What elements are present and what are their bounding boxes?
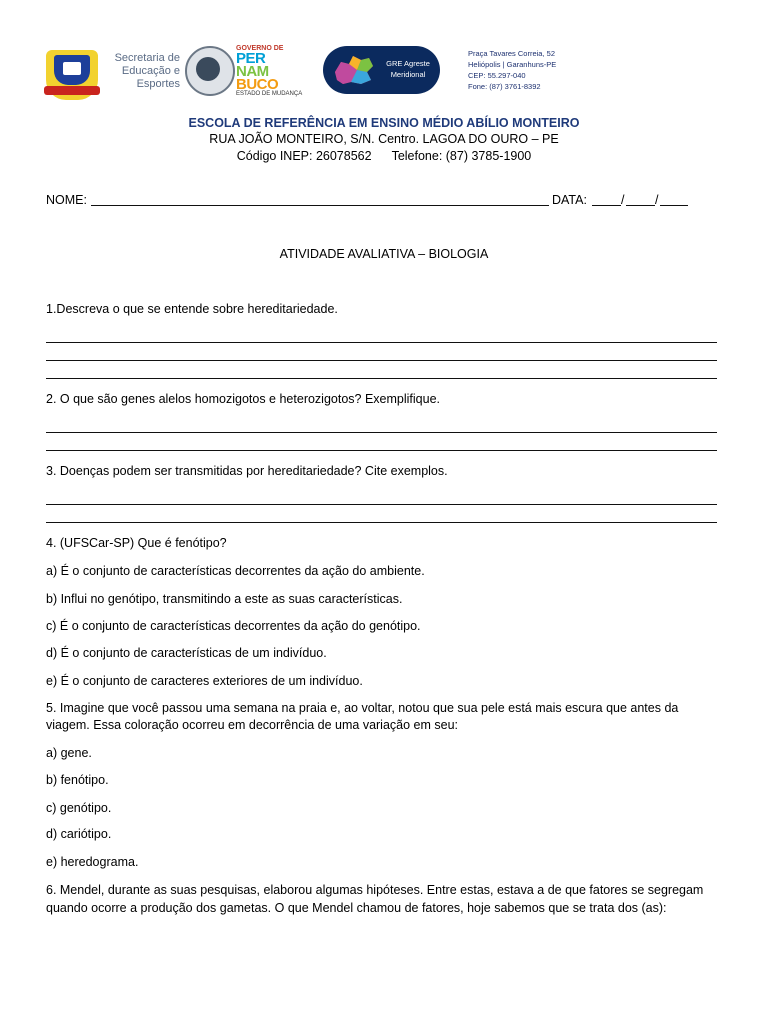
answer-line[interactable] — [46, 522, 717, 523]
q5-option-b[interactable]: b) fenótipo. — [46, 773, 109, 787]
school-address: RUA JOÃO MONTEIRO, S/N. Centro. LAGOA DO OURO – PE — [209, 132, 559, 146]
answer-line[interactable] — [46, 360, 717, 361]
q5-option-c[interactable]: c) genótipo. — [46, 801, 112, 815]
name-label: NOME: — [46, 193, 87, 207]
name-field[interactable] — [91, 205, 549, 206]
date-year-field[interactable] — [660, 205, 688, 206]
school-codes — [0, 149, 768, 164]
answer-line[interactable] — [46, 504, 717, 505]
pernambuco-logo-line-2: NAM — [236, 63, 269, 80]
date-separator-2: / — [655, 193, 659, 207]
regional-address: Praça Tavares Correia, 52 Heliópolis | Garanhuns-PE CEP: 55.297-040 Fone: (87) 3761-8392 — [468, 49, 557, 91]
governo-label: GOVERNO DE — [236, 45, 284, 52]
pernambuco-logo-line-1: PER — [236, 50, 266, 67]
q4-option-c[interactable]: c) É o conjunto de características decorrentes da ação do genótipo. — [46, 619, 421, 633]
question-5-line-2: viagem. Essa coloração ocorreu em decorrência de uma variação em seu: — [46, 718, 459, 732]
question-6-line-1: 6. Mendel, durante as suas pesquisas, elaborou algumas hipóteses. Entre estas, estava a de que fatores se segregam — [46, 883, 704, 897]
governo-tagline: ESTADO DE MUDANÇA — [236, 91, 303, 97]
q4-option-b[interactable]: b) Influi no genótipo, transmitindo a este as suas características. — [46, 592, 403, 606]
q5-option-a[interactable]: a) gene. — [46, 746, 92, 760]
answer-line[interactable] — [46, 432, 717, 433]
inep-code: Código INEP: 26078562 — [236, 149, 372, 163]
gre-badge-label: GRE Agreste Meridional — [386, 59, 430, 79]
state-seal-center — [196, 57, 220, 81]
q5-option-d[interactable]: d) cariótipo. — [46, 827, 112, 841]
q4-option-e[interactable]: e) É o conjunto de caracteres exteriores de um indivíduo. — [46, 674, 363, 688]
date-day-field[interactable] — [592, 205, 621, 206]
date-month-field[interactable] — [626, 205, 655, 206]
answer-line[interactable] — [46, 450, 717, 451]
q4-option-a[interactable]: a) É o conjunto de características decorrentes da ação do ambiente. — [46, 564, 425, 578]
school-phone: Telefone: (87) 3785-1900 — [391, 149, 532, 163]
question-5-line-1: 5. Imagine que você passou uma semana na praia e, ao voltar, notou que sua pele está mais escura que antes da — [46, 701, 679, 715]
pernambuco-logo-line-3: BUCO — [236, 76, 279, 93]
activity-title: ATIVIDADE AVALIATIVA – BIOLOGIA — [279, 247, 489, 261]
q5-option-e[interactable]: e) heredograma. — [46, 855, 139, 869]
question-1: 1.Descreva o que se entende sobre hereditariedade. — [46, 302, 338, 316]
date-label: DATA: — [552, 193, 587, 207]
question-2: 2. O que são genes alelos homozigotos e heterozigotos? Exemplifique. — [46, 392, 440, 406]
book-icon — [63, 62, 81, 75]
answer-line[interactable] — [46, 342, 717, 343]
date-separator-1: / — [621, 193, 625, 207]
question-3: 3. Doenças podem ser transmitidas por hereditariedade? Cite exemplos. — [46, 464, 448, 478]
question-4: 4. (UFSCar-SP) Que é fenótipo? — [46, 536, 227, 550]
question-6-line-2: quando ocorre a produção dos gametas. O que Mendel chamou de fatores, hoje sabemos que se trata dos (as): — [46, 901, 667, 915]
answer-line[interactable] — [46, 378, 717, 379]
q4-option-d[interactable]: d) É o conjunto de características de um indivíduo. — [46, 646, 327, 660]
secretaria-logo-text: Secretaria de Educação e Esportes — [114, 52, 180, 90]
school-name: ESCOLA DE REFERÊNCIA EM ENSINO MÉDIO ABÍLIO MONTEIRO — [188, 116, 580, 130]
crest-ribbon — [44, 86, 100, 95]
regional-map-icon — [331, 52, 377, 88]
